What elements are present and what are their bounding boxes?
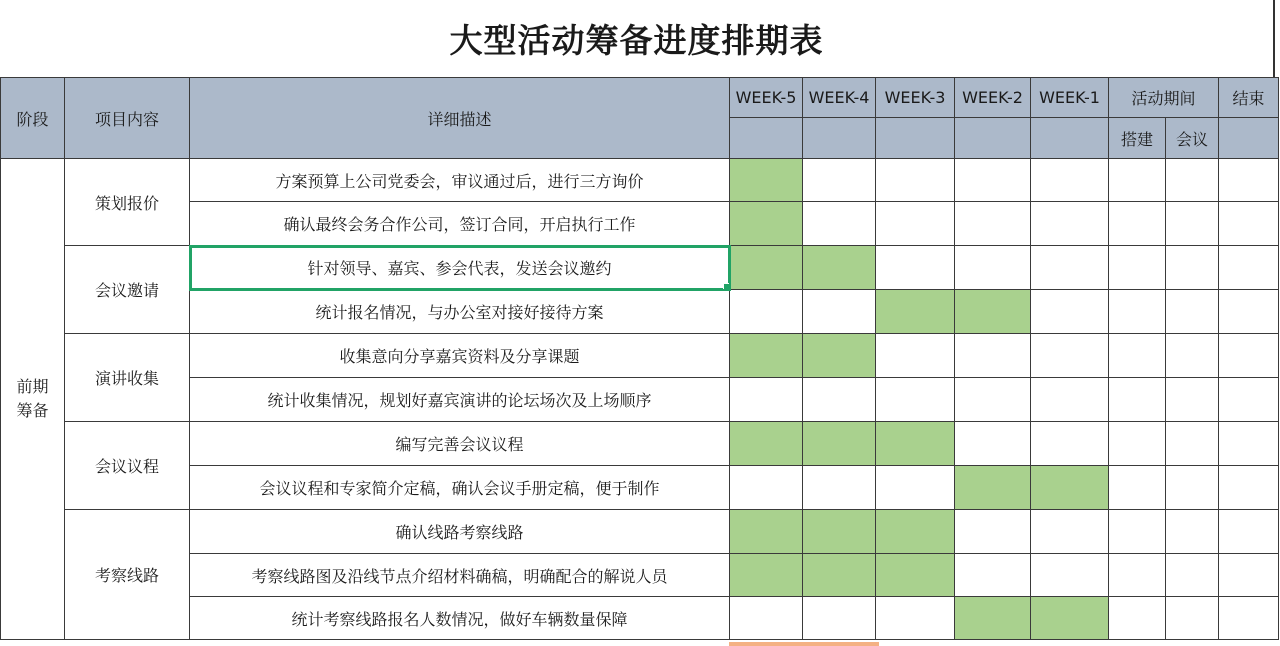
- week-cell-filled[interactable]: [955, 466, 1031, 510]
- week-cell-filled[interactable]: [876, 290, 955, 334]
- week-cell[interactable]: [955, 246, 1031, 290]
- end-cell[interactable]: [1219, 597, 1279, 640]
- meeting-cell[interactable]: [1166, 554, 1219, 597]
- desc-cell[interactable]: 考察线路图及沿线节点介绍材料确稿，明确配合的解说人员: [190, 554, 730, 597]
- week-cell-filled[interactable]: [730, 246, 803, 290]
- end-cell[interactable]: [1219, 466, 1279, 510]
- week-cell[interactable]: [955, 159, 1031, 202]
- stage-label-line1: 前期: [16, 377, 49, 396]
- item-cell[interactable]: 会议议程: [65, 422, 190, 510]
- header-end[interactable]: 结束: [1219, 78, 1279, 118]
- meeting-cell[interactable]: [1166, 378, 1219, 422]
- desc-cell[interactable]: 编写完善会议议程: [190, 422, 730, 466]
- table-row: [1, 334, 1279, 378]
- week-cell-filled[interactable]: [876, 422, 955, 466]
- week-cell[interactable]: [803, 597, 876, 640]
- next-row-fill: [729, 642, 879, 646]
- table-row: [1, 466, 1279, 510]
- meeting-cell[interactable]: [1166, 246, 1219, 290]
- week-cell[interactable]: [876, 334, 955, 378]
- meeting-cell[interactable]: [1166, 597, 1219, 640]
- week-cell-filled[interactable]: [730, 422, 803, 466]
- end-cell[interactable]: [1219, 422, 1279, 466]
- table-row: [1, 422, 1279, 466]
- build-cell[interactable]: [1109, 378, 1166, 422]
- header-week-5[interactable]: WEEK-5: [730, 78, 803, 118]
- end-cell[interactable]: [1219, 202, 1279, 246]
- week-cell[interactable]: [1031, 510, 1109, 554]
- week-cell[interactable]: [955, 422, 1031, 466]
- desc-cell[interactable]: 确认最终会务合作公司，签订合同，开启执行工作: [190, 202, 730, 246]
- week-cell[interactable]: [876, 202, 955, 246]
- week-cell-filled[interactable]: [730, 554, 803, 597]
- desc-cell[interactable]: 统计报名情况，与办公室对接好接待方案: [190, 290, 730, 334]
- table-row: [1, 510, 1279, 554]
- week-cell[interactable]: [955, 202, 1031, 246]
- week-cell[interactable]: [955, 554, 1031, 597]
- week-cell-filled[interactable]: [803, 246, 876, 290]
- build-cell[interactable]: [1109, 510, 1166, 554]
- week-cell[interactable]: [1031, 422, 1109, 466]
- header-week-1[interactable]: WEEK-1: [1031, 78, 1109, 118]
- meeting-cell[interactable]: [1166, 422, 1219, 466]
- week-cell[interactable]: [1031, 246, 1109, 290]
- desc-cell[interactable]: 统计收集情况，规划好嘉宾演讲的论坛场次及上场顺序: [190, 378, 730, 422]
- week-cell-filled[interactable]: [803, 554, 876, 597]
- meeting-cell[interactable]: [1166, 466, 1219, 510]
- week-cell[interactable]: [955, 378, 1031, 422]
- desc-cell[interactable]: 会议议程和专家简介定稿，确认会议手册定稿，便于制作: [190, 466, 730, 510]
- build-cell[interactable]: [1109, 597, 1166, 640]
- week-cell[interactable]: [876, 597, 955, 640]
- week-cell[interactable]: [803, 290, 876, 334]
- week-cell[interactable]: [1031, 554, 1109, 597]
- week-cell[interactable]: [803, 378, 876, 422]
- fill-handle[interactable]: [723, 283, 730, 290]
- header-blank-week-1[interactable]: [1031, 118, 1109, 159]
- table-row: [1, 159, 1279, 202]
- end-cell[interactable]: [1219, 510, 1279, 554]
- build-cell[interactable]: [1109, 466, 1166, 510]
- week-cell[interactable]: [803, 202, 876, 246]
- sheet-title[interactable]: 大型活动筹备进度排期表: [0, 0, 1275, 79]
- week-cell[interactable]: [730, 466, 803, 510]
- week-cell-filled[interactable]: [955, 290, 1031, 334]
- header-blank-end[interactable]: [1219, 118, 1279, 159]
- table-row: [1, 290, 1279, 334]
- week-cell-filled[interactable]: [876, 554, 955, 597]
- build-cell[interactable]: [1109, 202, 1166, 246]
- meeting-cell[interactable]: [1166, 159, 1219, 202]
- week-cell-filled[interactable]: [876, 510, 955, 554]
- desc-cell[interactable]: 方案预算上公司党委会，审议通过后，进行三方询价: [190, 159, 730, 202]
- header-meeting[interactable]: 会议: [1166, 118, 1219, 159]
- item-cell[interactable]: 策划报价: [65, 159, 190, 246]
- header-week-4[interactable]: WEEK-4: [803, 78, 876, 118]
- meeting-cell[interactable]: [1166, 510, 1219, 554]
- header-week-3[interactable]: WEEK-3: [876, 78, 955, 118]
- week-cell[interactable]: [1031, 290, 1109, 334]
- meeting-cell[interactable]: [1166, 290, 1219, 334]
- week-cell[interactable]: [876, 466, 955, 510]
- header-blank-week-4[interactable]: [803, 118, 876, 159]
- schedule-table: [0, 77, 1279, 640]
- header-stage[interactable]: 阶段: [1, 78, 65, 159]
- week-cell[interactable]: [876, 159, 955, 202]
- week-cell[interactable]: [1031, 159, 1109, 202]
- item-cell[interactable]: 会议邀请: [65, 246, 190, 334]
- table-row: [1, 202, 1279, 246]
- week-cell[interactable]: [1031, 378, 1109, 422]
- build-cell[interactable]: [1109, 334, 1166, 378]
- header-blank-week-2[interactable]: [955, 118, 1031, 159]
- build-cell[interactable]: [1109, 246, 1166, 290]
- header-blank-week-5[interactable]: [730, 118, 803, 159]
- item-cell[interactable]: 演讲收集: [65, 334, 190, 422]
- desc-cell[interactable]: 针对领导、嘉宾、参会代表，发送会议邀约: [190, 246, 730, 290]
- week-cell[interactable]: [876, 246, 955, 290]
- header-build[interactable]: 搭建: [1109, 118, 1166, 159]
- build-cell[interactable]: [1109, 422, 1166, 466]
- build-cell[interactable]: [1109, 554, 1166, 597]
- week-cell[interactable]: [803, 466, 876, 510]
- table-row: [1, 378, 1279, 422]
- week-cell-filled[interactable]: [955, 597, 1031, 640]
- end-cell[interactable]: [1219, 290, 1279, 334]
- table-row: [1, 597, 1279, 640]
- schedule-body: [1, 159, 1279, 640]
- build-cell[interactable]: [1109, 159, 1166, 202]
- end-cell[interactable]: [1219, 246, 1279, 290]
- table-row: [1, 554, 1279, 597]
- meeting-cell[interactable]: [1166, 202, 1219, 246]
- header-event-period[interactable]: 活动期间: [1109, 78, 1219, 118]
- header-item[interactable]: 项目内容: [65, 78, 190, 159]
- week-cell-filled[interactable]: [730, 510, 803, 554]
- header-desc[interactable]: 详细描述: [190, 78, 730, 159]
- week-cell[interactable]: [1031, 202, 1109, 246]
- week-cell[interactable]: [730, 597, 803, 640]
- week-cell-filled[interactable]: [803, 334, 876, 378]
- week-cell[interactable]: [1031, 334, 1109, 378]
- week-cell[interactable]: [730, 290, 803, 334]
- build-cell[interactable]: [1109, 290, 1166, 334]
- week-cell[interactable]: [955, 334, 1031, 378]
- week-cell-filled[interactable]: [730, 334, 803, 378]
- week-cell-filled[interactable]: [1031, 466, 1109, 510]
- desc-cell[interactable]: 确认线路考察线路: [190, 510, 730, 554]
- stage-label-line2: 筹备: [16, 401, 49, 420]
- header-week-2[interactable]: WEEK-2: [955, 78, 1031, 118]
- end-cell[interactable]: [1219, 378, 1279, 422]
- stage-cell[interactable]: [1, 159, 65, 640]
- end-cell[interactable]: [1219, 334, 1279, 378]
- week-cell-filled[interactable]: [803, 422, 876, 466]
- week-cell[interactable]: [803, 159, 876, 202]
- header-blank-week-3[interactable]: [876, 118, 955, 159]
- desc-cell[interactable]: 统计考察线路报名人数情况，做好车辆数量保障: [190, 597, 730, 640]
- item-cell[interactable]: 考察线路: [65, 510, 190, 640]
- end-cell[interactable]: [1219, 159, 1279, 202]
- week-cell-filled[interactable]: [1031, 597, 1109, 640]
- week-cell-filled[interactable]: [803, 510, 876, 554]
- week-cell-filled[interactable]: [730, 202, 803, 246]
- end-cell[interactable]: [1219, 554, 1279, 597]
- table-row: [1, 246, 1279, 290]
- desc-cell[interactable]: 收集意向分享嘉宾资料及分享课题: [190, 334, 730, 378]
- week-cell[interactable]: [730, 378, 803, 422]
- week-cell[interactable]: [955, 510, 1031, 554]
- week-cell-filled[interactable]: [730, 159, 803, 202]
- week-cell[interactable]: [876, 378, 955, 422]
- meeting-cell[interactable]: [1166, 334, 1219, 378]
